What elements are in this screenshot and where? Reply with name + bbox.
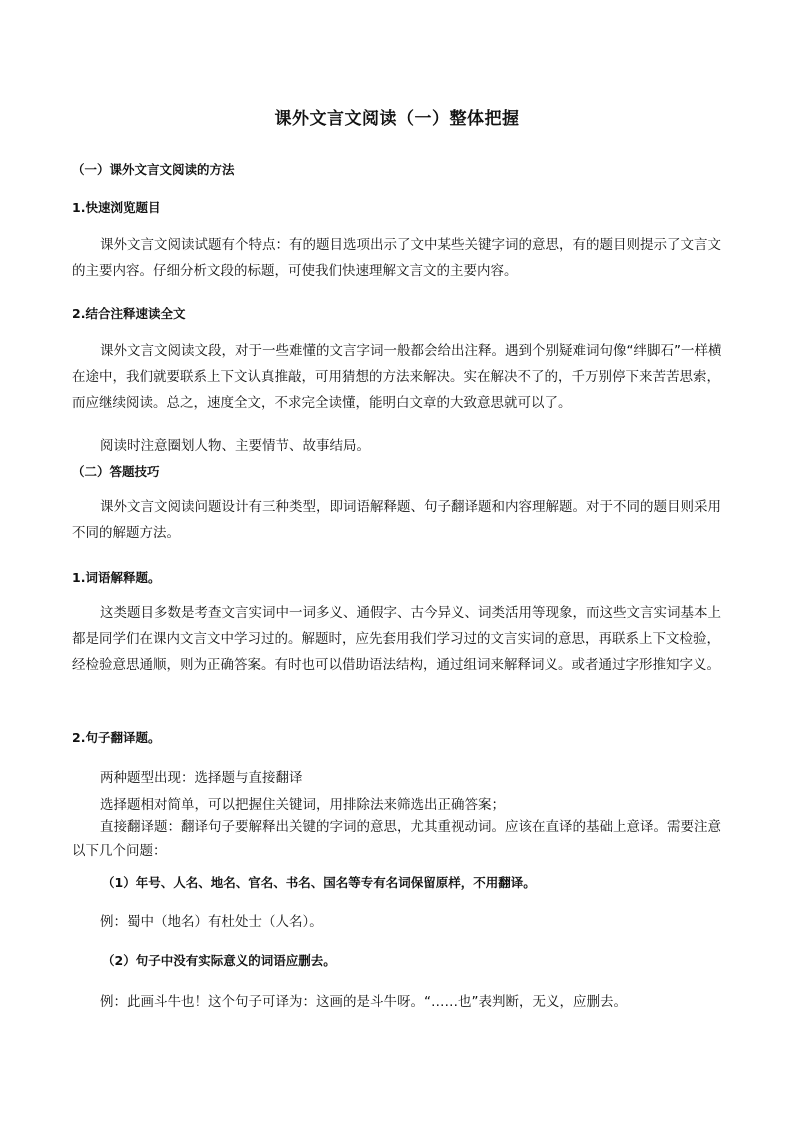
paragraph-reading-note: 阅读时注意圈划人物、主要情节、故事结局。 — [100, 438, 370, 454]
line-two-question-types: 两种题型出现：选择题与直接翻译 — [100, 770, 303, 786]
section-heading-answer-skills: （二）答题技巧 — [72, 464, 160, 479]
line-multiple-choice-tip: 选择题相对简单，可以把握住关键词，用排除法来筛选出正确答案； — [100, 797, 505, 813]
example-delete-meaningless-words: 例：此画斗牛也！这个句子可译为：这画的是斗牛呀。“……也”表判断，无义，应删去。 — [100, 994, 627, 1010]
section-heading-methods: （一）课外文言文阅读的方法 — [72, 162, 235, 177]
subheading-skim-questions: 1.快速浏览题目 — [72, 200, 161, 215]
subheading-sentence-translation: 2.句子翻译题。 — [72, 730, 161, 745]
paragraph-skim-questions: 课外文言文阅读试题有个特点：有的题目选项出示了文中某些关键字词的意思，有的题目则提示了文言文的主要内容。仔细分析文段的标题，可使我们快速理解文言文的主要内容。 — [72, 237, 721, 279]
subheading-read-with-notes: 2.结合注释速读全文 — [72, 306, 186, 321]
rule-delete-meaningless-words: （2）句子中没有实际意义的词语应删去。 — [102, 953, 336, 968]
rule-proper-nouns: （1）年号、人名、地名、官名、书名、国名等专有名词保留原样，不用翻译。 — [102, 875, 536, 890]
example-proper-nouns: 例：蜀中（地名）有杜处士（人名）。 — [100, 914, 323, 930]
paragraph-answer-skills: 课外文言文阅读问题设计有三种类型，即词语解释题、句子翻译题和内容理解题。对于不同的题目则采用不同的解题方法。 — [72, 499, 721, 541]
paragraph-direct-translation: 直接翻译题：翻译句子要解释出关键的字词的意思，尤其重视动词。应该在直译的基础上意译。需要注意以下几个问题： — [72, 819, 721, 859]
subheading-word-explanation: 1.词语解释题。 — [72, 570, 161, 585]
paragraph-word-explanation: 这类题目多数是考查文言实词中一词多义、通假字、古今异义、词类活用等现象，而这些文言实词基本上都是同学们在课内文言文中学习过的。解题时，应先套用我们学习过的文言实词的意思，再联系上下文检验，经检验意思通顺，则为正确答案。有时也可以借助语法结构，通过组词来解释词义。或者通过字形推知字义。 — [72, 605, 721, 673]
paragraph-read-with-notes: 课外文言文阅读文段，对于一些难懂的文言字词一般都会给出注释。遇到个别疑难词句像“绊脚石”一样横在途中，我们就要联系上下文认真推敲，可用猜想的方法来解决。实在解决不了的，千万别停下来苦苦思索，而应继续阅读。总之，速度全文，不求完全读懂，能明白文章的大致意思就可以了。 — [72, 343, 722, 411]
page-title: 课外文言文阅读（一）整体把握 — [274, 109, 520, 129]
